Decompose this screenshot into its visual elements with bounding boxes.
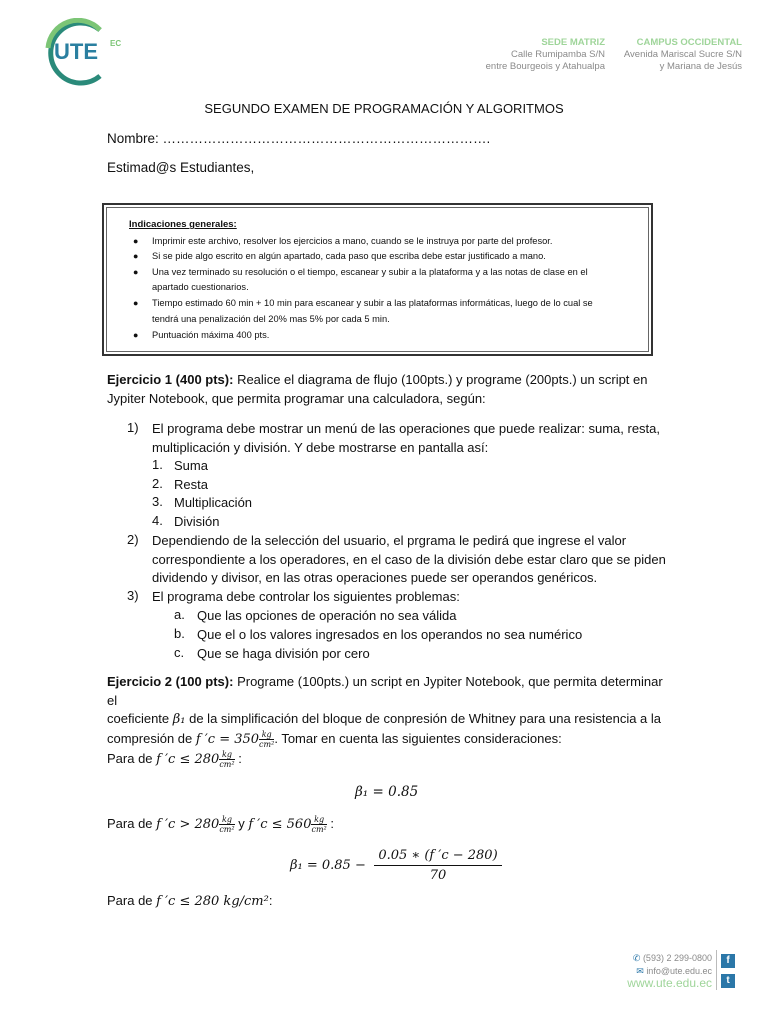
problem-letter: b. xyxy=(174,626,185,641)
equation-beta1-fraction: β₁ = 0.85 − $\frac{0.05 ∗ (f 'c - 280)}{70}$ xyxy=(290,848,502,883)
menu-item-division: División xyxy=(174,514,220,529)
indication-item: ● Una vez terminado su resolución o el tiempo, escanear y subir a la plataforma y a las notas de clase en el xyxy=(152,265,588,280)
footer-email: ✉ info@ute.edu.ec xyxy=(636,966,712,976)
campus-matriz-title: SEDE MATRIZ xyxy=(541,37,605,48)
menu-item-suma: Suma xyxy=(174,458,208,473)
exercise1-heading: Ejercicio 1 (400 pts): xyxy=(107,372,234,387)
email-icon: ✉ xyxy=(636,966,644,976)
bullet-icon: ● xyxy=(133,236,139,246)
exercise1-item-3: El programa debe controlar los siguientes problemas: xyxy=(152,589,460,604)
menu-number: 3. xyxy=(152,494,163,509)
bullet-icon: ● xyxy=(133,298,139,308)
logo-text: UTE xyxy=(54,39,98,64)
menu-number: 2. xyxy=(152,476,163,491)
bullet-icon: ● xyxy=(133,267,139,277)
indications-title: Indicaciones generales: xyxy=(129,219,237,230)
campus-matriz-line1: Calle Rumipamba S/N xyxy=(511,49,605,60)
exam-title: SEGUNDO EXAMEN DE PROGRAMACIÓN Y ALGORITMOS xyxy=(204,101,564,116)
footer-divider xyxy=(716,950,717,990)
exercise1-item-2: Dependiendo de la selección del usuario, el prgrama le pedirá que ingrese el valor correspondiente a los operadores, en el caso de la división debe estar claro que se piden dividendo y divisor, en las otras operaciones puede ser operandos genéricos. xyxy=(152,533,666,586)
case-1: Para de f ′c ≤ 280 $\frac{kg}{\text{cm²}}$ : xyxy=(107,750,242,770)
case-2: Para de f ′c > 280 $\frac{kg}{\text{cm²}}$ y f ′c ≤ 560 $\frac{kg}{\text{cm²}}$ : xyxy=(107,815,334,835)
campus-occidental-address xyxy=(612,37,742,73)
equation-beta1-085: β₁ = 0.85 xyxy=(355,784,419,800)
logo-sup: EC xyxy=(110,39,122,48)
indication-item-cont: apartado cuestionarios. xyxy=(152,282,249,292)
indication-item: ● Puntuación máxima 400 pts. xyxy=(152,328,269,343)
campus-occidental-line2: y Mariana de Jesús xyxy=(659,61,742,72)
menu-item-resta: Resta xyxy=(174,477,208,492)
menu-number: 4. xyxy=(152,513,163,528)
problem-item: Que se haga división por cero xyxy=(197,646,370,661)
problem-letter: c. xyxy=(174,645,185,660)
bullet-icon: ● xyxy=(133,251,139,261)
exercise1-intro: Ejercicio 1 (400 pts): Realice el diagrama de flujo (100pts.) y programe (200pts.) un script en Jypiter Notebook, que permita programar una calculadora, según: xyxy=(107,372,648,406)
problem-item: Que el o los valores ingresados en los operandos no sea numérico xyxy=(197,627,583,642)
campus-matriz-address xyxy=(470,37,605,73)
footer-website[interactable]: www.ute.edu.ec xyxy=(627,976,712,990)
exercise2-intro: Ejercicio 2 (100 pts): Programe (100pts.) un script en Jypiter Notebook, que permita determinar el coeficiente β₁ de la simplificación del bloque de conpresión de Whitney para una resistencia a la compresión de f ′c = 350 $\frac{kg}{\text{cm²}}$ . Tomar en cuenta las siguientes consideraciones: xyxy=(107,674,663,750)
menu-item-multiplicacion: Multiplicación xyxy=(174,495,253,510)
indication-item: ● Tiempo estimado 60 min + 10 min para escanear y subir a las plataformas informáticas, luego de lo cual se xyxy=(152,296,593,311)
greeting: Estimad@s Estudiantes, xyxy=(107,160,255,175)
phone-icon: ✆ xyxy=(632,953,641,963)
exercise1-item-1: El programa debe mostrar un menú de las operaciones que puede realizar: suma, resta, multiplicación y división. Y debe mostrarse en pantalla así: xyxy=(152,421,661,455)
campus-occidental-line1: Avenida Mariscal Sucre S/N xyxy=(623,49,742,60)
case-3: Para de f ′c ≤ 280 kg/cm²: xyxy=(107,893,273,909)
bullet-icon: ● xyxy=(133,330,139,340)
facebook-icon[interactable]: f xyxy=(721,954,735,968)
item-number: 2) xyxy=(127,532,139,547)
twitter-icon[interactable]: t xyxy=(721,974,735,988)
menu-number: 1. xyxy=(152,457,163,472)
campus-matriz-line2: entre Bourgeois y Atahualpa xyxy=(485,61,605,72)
item-number: 3) xyxy=(127,588,139,603)
campus-occidental-title: CAMPUS OCCIDENTAL xyxy=(636,37,742,48)
indication-item: ● Imprimir este archivo, resolver los ejercicios a mano, cuando se le instruya por parte del profesor. xyxy=(152,234,552,249)
item-number: 1) xyxy=(127,420,139,435)
indication-item: ● Si se pide algo escrito en algún apartado, cada paso que escriba debe estar justificado a mano. xyxy=(152,249,546,264)
footer-phone: ✆ (593) 2 299-0800 xyxy=(632,953,712,963)
ute-logo xyxy=(40,18,130,88)
indication-item-cont: tendrá una penalización del 20% mas 5% por cada 5 min. xyxy=(152,314,390,324)
exercise2-heading: Ejercicio 2 (100 pts): xyxy=(107,674,234,689)
problem-letter: a. xyxy=(174,607,185,622)
name-field-line: Nombre: ………………………………………………………………. xyxy=(107,131,491,146)
problem-item: Que las opciones de operación no sea válida xyxy=(197,608,457,623)
